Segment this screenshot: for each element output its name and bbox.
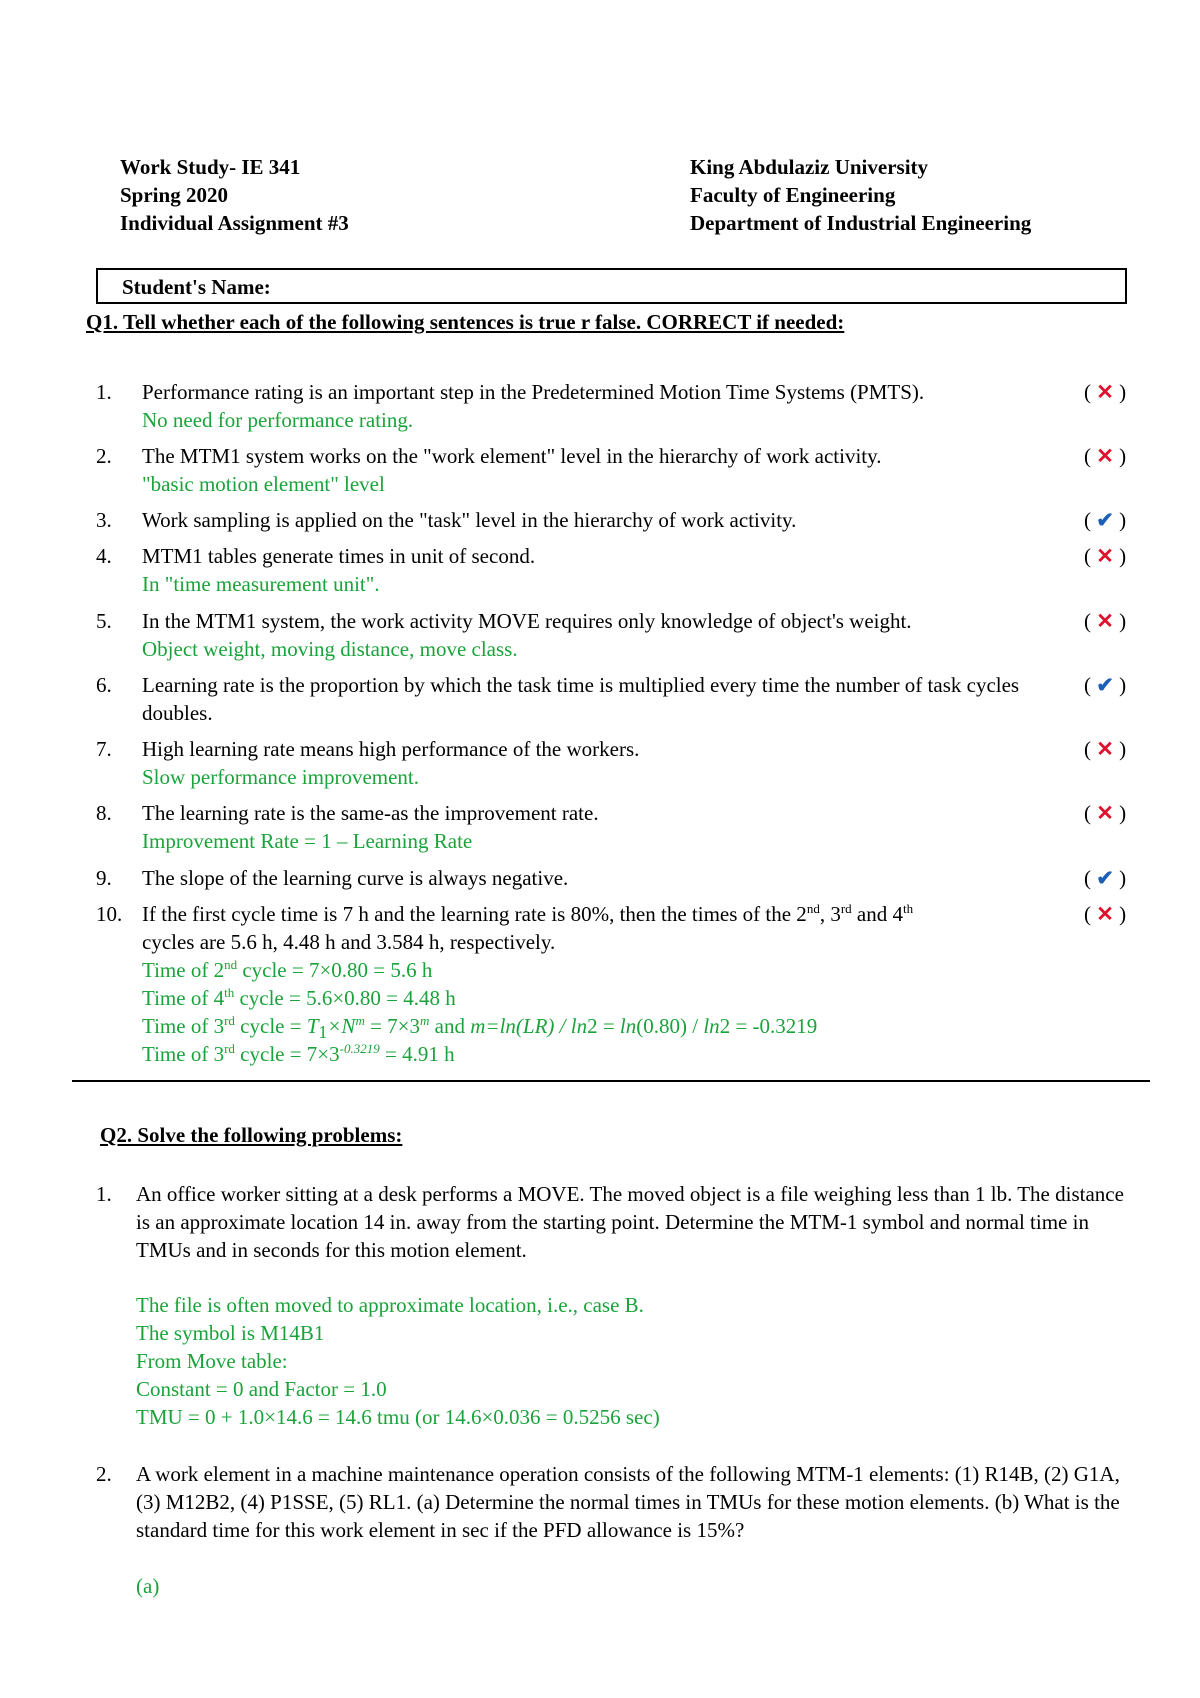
answer-mark: ( ✔ )	[1084, 508, 1127, 532]
item-statement: The MTM1 system works on the "work element" level in the hierarchy of work activity.	[142, 444, 882, 468]
item-correction: "basic motion element" level	[142, 472, 385, 496]
item-number: 7.	[96, 737, 112, 761]
problem-statement: An office worker sitting at a desk performs a MOVE. The moved object is a file weighing less than 1 lb. The distance is an approximate location 14 in. away from the starting point. Determine the MTM-1 symbol and normal time in TMUs and in seconds for this motion element.	[136, 1182, 1124, 1262]
item-number: 8.	[96, 801, 112, 825]
department-name: Department of Industrial Engineering	[690, 211, 1032, 235]
answer-mark: ( ✕ )	[1084, 902, 1127, 926]
item-correction: No need for performance rating.	[142, 408, 414, 432]
cross-icon: ✕	[1096, 801, 1114, 825]
cross-icon: ✕	[1096, 444, 1114, 468]
check-icon: ✔	[1096, 508, 1114, 532]
answer-mark: ( ✕ )	[1084, 380, 1127, 404]
university-name: King Abdulaziz University	[690, 155, 929, 179]
cross-icon: ✕	[1096, 380, 1114, 404]
section-divider	[72, 1080, 1150, 1082]
answer-mark: ( ✕ )	[1084, 544, 1127, 568]
calc-line-2nd: Time of 2nd cycle = 7×0.80 = 5.6 h	[142, 957, 433, 982]
assignment-title: Individual Assignment #3	[120, 211, 349, 235]
cross-icon: ✕	[1096, 544, 1114, 568]
item-number: 2.	[96, 444, 112, 468]
item-correction: In "time measurement unit".	[142, 572, 380, 596]
calc-line-3rd-formula: Time of 3rd cycle = $T_1\times N^m = 7\times 3^m$ and m=ln(LR) / ln2 = ln(0.80) / ln2 = -0.3219	[142, 1013, 818, 1043]
item-statement: The learning rate is the same-as the improvement rate.	[142, 801, 599, 825]
problem-statement: A work element in a machine maintenance operation consists of the following MTM-1 elements: (1) R14B, (2) G1A, (3) M12B2, (4) P1SSE, (5) RL1. (a) Determine the normal times in TMUs for these motion elements. (b) What is the standard time for this work element in sec if the PFD allowance is 15%?	[136, 1462, 1120, 1542]
item-correction: Object weight, moving distance, move class.	[142, 637, 518, 661]
problem-number: 1.	[96, 1182, 112, 1206]
answer-mark: ( ✕ )	[1084, 609, 1127, 633]
item-correction: Slow performance improvement.	[142, 765, 419, 789]
item-statement: High learning rate means high performance of the workers.	[142, 737, 640, 761]
item-correction: Improvement Rate = 1 – Learning Rate	[142, 829, 473, 853]
item-statement: If the first cycle time is 7 h and the learning rate is 80%, then the times of the 2nd, 3rd and 4th	[142, 901, 914, 926]
semester: Spring 2020	[120, 183, 228, 207]
cross-icon: ✕	[1096, 737, 1114, 761]
q2-title: Q2. Solve the following problems:	[100, 1123, 403, 1147]
item-statement: In the MTM1 system, the work activity MOVE requires only knowledge of object's weight.	[142, 609, 912, 633]
item-number: 4.	[96, 544, 112, 568]
student-name-box[interactable]	[96, 268, 1127, 304]
cross-icon: ✕	[1096, 609, 1114, 633]
item-statement: Work sampling is applied on the "task" level in the hierarchy of work activity.	[142, 508, 797, 532]
item-number: 1.	[96, 380, 112, 404]
answer-mark: ( ✕ )	[1084, 737, 1127, 761]
answer-line: Constant = 0 and Factor = 1.0	[136, 1377, 387, 1401]
faculty-name: Faculty of Engineering	[690, 183, 896, 207]
answer-mark: ( ✔ )	[1084, 673, 1127, 697]
answer-label: (a)	[136, 1574, 160, 1598]
item-number: 6.	[96, 673, 112, 697]
item-statement: Learning rate is the proportion by which the task time is multiplied every time the number of task cycles doubles.	[142, 673, 1020, 725]
item-number: 3.	[96, 508, 112, 532]
answer-mark: ( ✔ )	[1084, 866, 1127, 890]
item-statement: Performance rating is an important step in the Predetermined Motion Time Systems (PMTS).	[142, 380, 925, 404]
answer-line: The symbol is M14B1	[136, 1321, 325, 1345]
cross-icon: ✕	[1096, 902, 1114, 926]
item-statement: MTM1 tables generate times in unit of second.	[142, 544, 536, 568]
course-title: Work Study- IE 341	[120, 155, 301, 179]
item-number: 10.	[96, 902, 123, 926]
item-number: 5.	[96, 609, 112, 633]
answer-mark: ( ✕ )	[1084, 444, 1127, 468]
item-statement-cont: cycles are 5.6 h, 4.48 h and 3.584 h, respectively.	[142, 930, 556, 954]
answer-mark: ( ✕ )	[1084, 801, 1127, 825]
check-icon: ✔	[1096, 866, 1114, 890]
check-icon: ✔	[1096, 673, 1114, 697]
item-statement: The slope of the learning curve is always negative.	[142, 866, 569, 890]
calc-line-3rd-result: Time of 3rd cycle = $7\times 3^{-0.3219} = 4.91$ h	[142, 1041, 455, 1066]
answer-line: From Move table:	[136, 1349, 288, 1373]
q1-title: Q1. Tell whether each of the following sentences is true r false. CORRECT if needed:	[86, 310, 845, 334]
answer-line: TMU = 0 + 1.0×14.6 = 14.6 tmu (or 14.6×0.036 = 0.5256 sec)	[136, 1405, 660, 1429]
calc-line-4th: Time of 4th cycle = 5.6×0.80 = 4.48 h	[142, 985, 456, 1010]
item-number: 9.	[96, 866, 112, 890]
problem-number: 2.	[96, 1462, 112, 1486]
answer-line: The file is often moved to approximate location, i.e., case B.	[136, 1293, 644, 1317]
student-name-label: Student's Name:	[122, 275, 271, 299]
